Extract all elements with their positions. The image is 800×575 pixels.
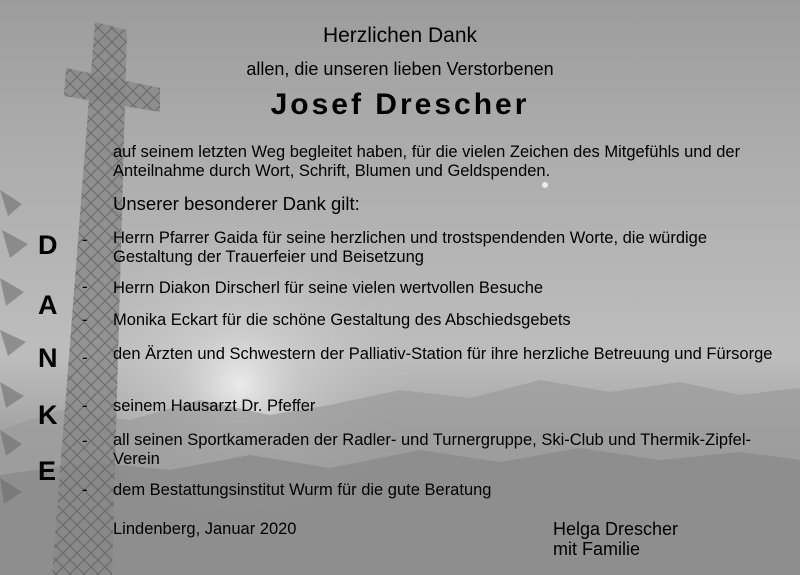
thanks-paragraph: auf seinem letzten Weg begleitet haben, für die vielen Zeichen des Mitgefühls und der Anteilnahme durch Wort, Schrift, Blumen und Geldspenden. bbox=[113, 143, 741, 180]
star-dot bbox=[542, 182, 548, 188]
special-thanks-heading: Unserer besonderer Dank gilt: bbox=[113, 193, 360, 214]
bullet-dash: - bbox=[82, 348, 88, 367]
bullet-dash: - bbox=[82, 230, 88, 249]
thanks-item: Monika Eckart für die schöne Gestaltung des Abschiedsgebets bbox=[113, 311, 571, 329]
danke-letter-n: N bbox=[38, 343, 58, 373]
danke-letter-k: K bbox=[38, 400, 58, 430]
thanks-item: Herrn Pfarrer Gaida für seine herzlichen und trostspendenden Worte, die würdige Gestaltung der Trauerfeier und Beisetzung bbox=[113, 229, 708, 266]
place-and-date: Lindenberg, Januar 2020 bbox=[113, 520, 297, 538]
danke-letter-a: A bbox=[38, 290, 58, 320]
danke-letter-e: E bbox=[38, 456, 57, 486]
deceased-name: Josef Drescher bbox=[270, 88, 530, 121]
bullet-dash: - bbox=[82, 310, 88, 329]
intro-line: allen, die unseren lieben Verstorbenen bbox=[246, 59, 554, 79]
bullet-dash: - bbox=[82, 480, 88, 499]
greeting-heading: Herzlichen Dank bbox=[322, 24, 478, 47]
bullet-dash: - bbox=[82, 396, 88, 415]
signature-family: mit Familie bbox=[553, 539, 641, 559]
thanks-item: Herrn Diakon Dirscherl für seine vielen wertvollen Besuche bbox=[113, 279, 544, 297]
bullet-dash: - bbox=[82, 431, 88, 450]
signature-name: Helga Drescher bbox=[553, 519, 679, 539]
thanks-item: seinem Hausarzt Dr. Pfeffer bbox=[113, 397, 316, 415]
danke-letter-d: D bbox=[38, 230, 58, 260]
bullet-dash: - bbox=[82, 277, 88, 296]
thanks-item: den Ärzten und Schwestern der Palliativ-Station für ihre herzliche Betreuung und Fürsorge bbox=[113, 345, 773, 363]
thanks-item: all seinen Sportkameraden der Radler- und Turnergruppe, Ski-Club und Thermik-Zipfel-Verein bbox=[113, 431, 752, 468]
thanks-item: dem Bestattungsinstitut Wurm für die gute Beratung bbox=[113, 481, 492, 499]
